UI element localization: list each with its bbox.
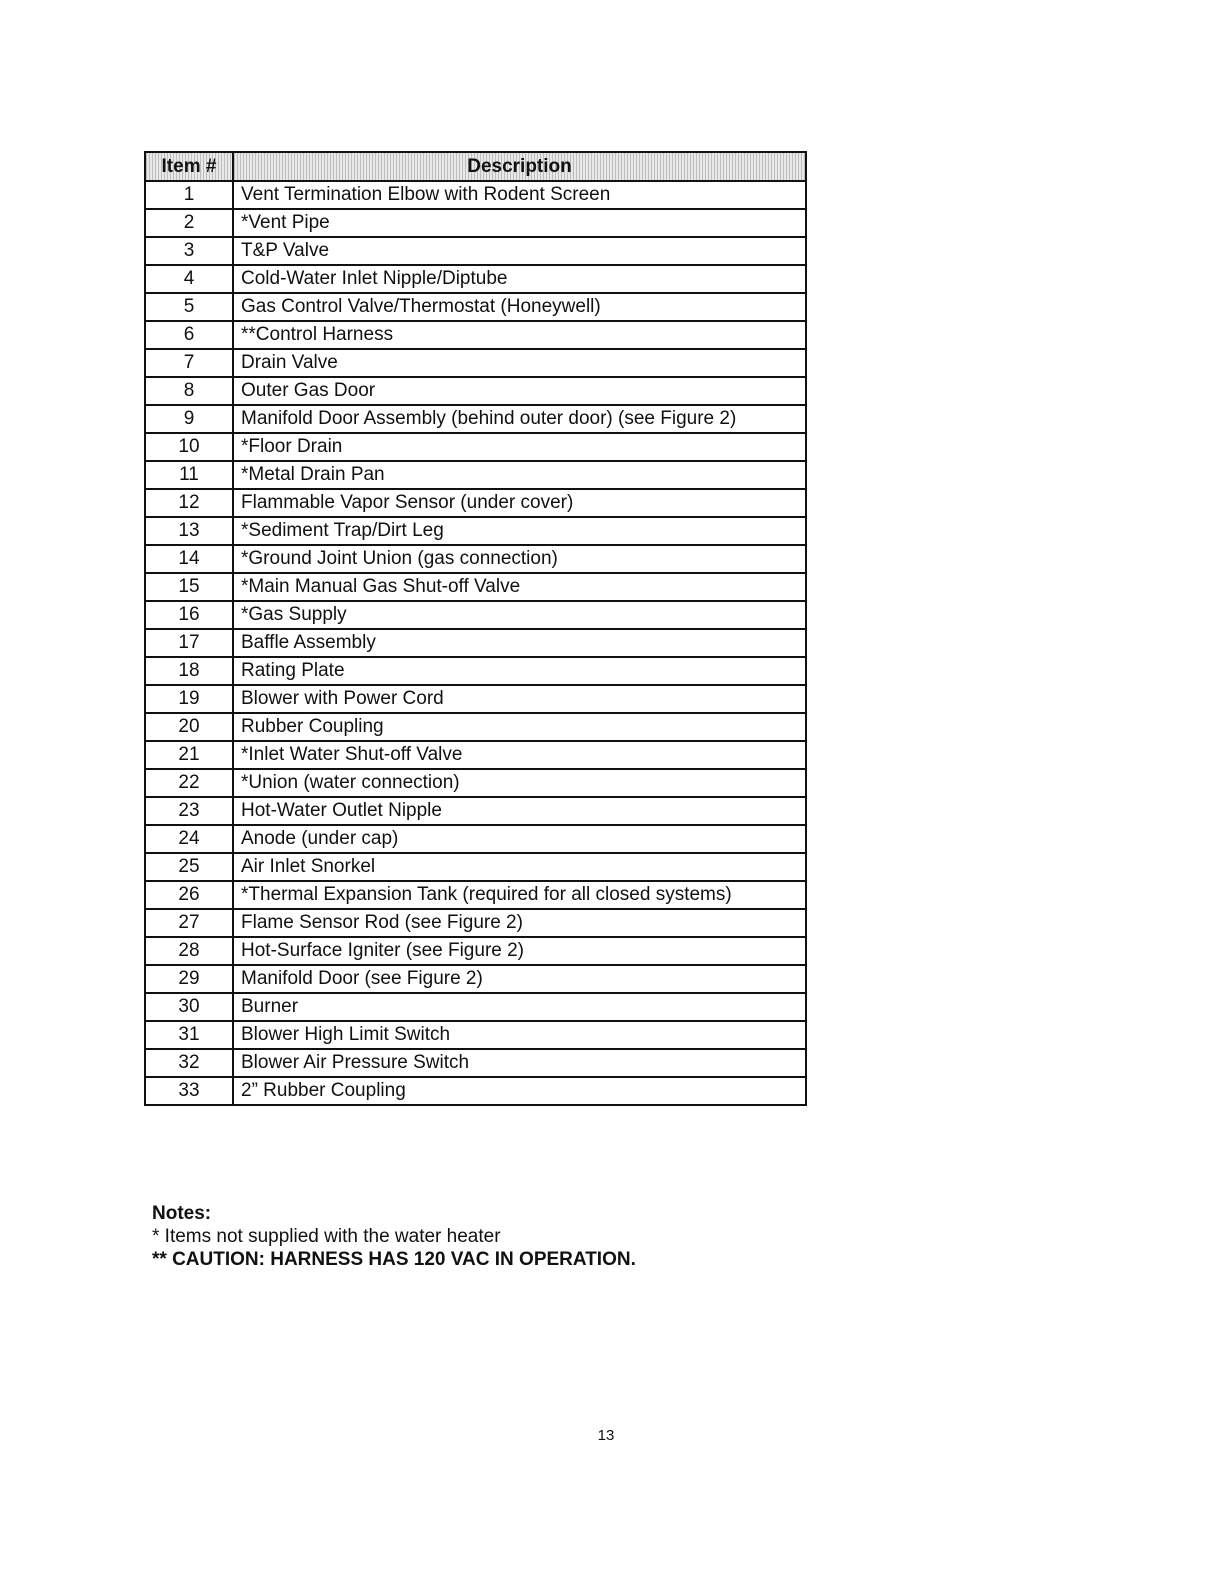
item-number: 11 <box>145 461 233 489</box>
table-row <box>145 265 806 293</box>
table-row <box>145 769 806 797</box>
table-row <box>145 937 806 965</box>
item-description: 2” Rubber Coupling <box>233 1077 806 1105</box>
item-number: 24 <box>145 825 233 853</box>
item-number: 2 <box>145 209 233 237</box>
item-description: *Vent Pipe <box>233 209 806 237</box>
table-row <box>145 1021 806 1049</box>
item-number: 12 <box>145 489 233 517</box>
table-row <box>145 1049 806 1077</box>
item-description: T&P Valve <box>233 237 806 265</box>
table-row <box>145 797 806 825</box>
item-number: 18 <box>145 657 233 685</box>
table-row <box>145 321 806 349</box>
note-not-supplied: * Items not supplied with the water heater <box>152 1226 501 1247</box>
item-description: *Inlet Water Shut-off Valve <box>233 741 806 769</box>
item-description: *Sediment Trap/Dirt Leg <box>233 517 806 545</box>
item-number: 26 <box>145 881 233 909</box>
item-number: 23 <box>145 797 233 825</box>
item-number: 25 <box>145 853 233 881</box>
table-row <box>145 237 806 265</box>
item-number: 7 <box>145 349 233 377</box>
table-row <box>145 405 806 433</box>
item-description: Manifold Door Assembly (behind outer door) (see Figure 2) <box>233 405 806 433</box>
item-description: Cold-Water Inlet Nipple/Diptube <box>233 265 806 293</box>
table-row <box>145 965 806 993</box>
item-description: *Metal Drain Pan <box>233 461 806 489</box>
item-number: 32 <box>145 1049 233 1077</box>
item-description: *Ground Joint Union (gas connection) <box>233 545 806 573</box>
item-number: 17 <box>145 629 233 657</box>
item-number: 6 <box>145 321 233 349</box>
table-row <box>145 881 806 909</box>
table-row <box>145 209 806 237</box>
item-description: Blower High Limit Switch <box>233 1021 806 1049</box>
item-number: 8 <box>145 377 233 405</box>
item-number: 10 <box>145 433 233 461</box>
table-header-row <box>145 152 806 181</box>
item-description: **Control Harness <box>233 321 806 349</box>
item-number: 4 <box>145 265 233 293</box>
caution-note: ** CAUTION: HARNESS HAS 120 VAC IN OPERATION. <box>152 1249 636 1270</box>
column-header-description: Description <box>233 152 806 181</box>
table-row <box>145 825 806 853</box>
item-number: 9 <box>145 405 233 433</box>
item-number: 28 <box>145 937 233 965</box>
item-description: Burner <box>233 993 806 1021</box>
table-row <box>145 517 806 545</box>
table-row <box>145 657 806 685</box>
table-row <box>145 1077 806 1105</box>
item-description: Anode (under cap) <box>233 825 806 853</box>
item-description: Baffle Assembly <box>233 629 806 657</box>
table-row <box>145 741 806 769</box>
table-row <box>145 545 806 573</box>
parts-table <box>144 151 807 1106</box>
table-row <box>145 181 806 209</box>
table-row <box>145 685 806 713</box>
item-description: Gas Control Valve/Thermostat (Honeywell) <box>233 293 806 321</box>
item-description: Blower Air Pressure Switch <box>233 1049 806 1077</box>
table-row <box>145 713 806 741</box>
item-number: 1 <box>145 181 233 209</box>
item-number: 13 <box>145 517 233 545</box>
item-number: 20 <box>145 713 233 741</box>
table-row <box>145 349 806 377</box>
item-description: Manifold Door (see Figure 2) <box>233 965 806 993</box>
notes-section <box>152 1202 636 1271</box>
page-number: 13 <box>597 1427 615 1444</box>
item-number: 22 <box>145 769 233 797</box>
table-row <box>145 433 806 461</box>
table-row <box>145 993 806 1021</box>
parts-table-body <box>145 181 806 1105</box>
table-row <box>145 629 806 657</box>
item-number: 15 <box>145 573 233 601</box>
item-number: 30 <box>145 993 233 1021</box>
item-number: 16 <box>145 601 233 629</box>
item-number: 29 <box>145 965 233 993</box>
item-description: Rubber Coupling <box>233 713 806 741</box>
item-description: *Main Manual Gas Shut-off Valve <box>233 573 806 601</box>
item-description: *Gas Supply <box>233 601 806 629</box>
item-number: 21 <box>145 741 233 769</box>
item-description: Flammable Vapor Sensor (under cover) <box>233 489 806 517</box>
item-description: Flame Sensor Rod (see Figure 2) <box>233 909 806 937</box>
table-row <box>145 377 806 405</box>
table-row <box>145 601 806 629</box>
item-number: 19 <box>145 685 233 713</box>
table-row <box>145 489 806 517</box>
item-description: *Floor Drain <box>233 433 806 461</box>
item-description: *Union (water connection) <box>233 769 806 797</box>
item-number: 14 <box>145 545 233 573</box>
item-number: 5 <box>145 293 233 321</box>
item-description: Rating Plate <box>233 657 806 685</box>
item-description: Drain Valve <box>233 349 806 377</box>
notes-heading: Notes: <box>152 1203 212 1224</box>
item-number: 33 <box>145 1077 233 1105</box>
item-description: Air Inlet Snorkel <box>233 853 806 881</box>
item-description: Outer Gas Door <box>233 377 806 405</box>
item-description: Blower with Power Cord <box>233 685 806 713</box>
item-number: 31 <box>145 1021 233 1049</box>
column-header-item: Item # <box>145 152 233 181</box>
item-description: Hot-Water Outlet Nipple <box>233 797 806 825</box>
table-row <box>145 461 806 489</box>
table-row <box>145 909 806 937</box>
item-number: 27 <box>145 909 233 937</box>
item-description: *Thermal Expansion Tank (required for all closed systems) <box>233 881 806 909</box>
table-row <box>145 293 806 321</box>
table-row <box>145 853 806 881</box>
table-row <box>145 573 806 601</box>
item-description: Hot-Surface Igniter (see Figure 2) <box>233 937 806 965</box>
item-number: 3 <box>145 237 233 265</box>
item-description: Vent Termination Elbow with Rodent Screen <box>233 181 806 209</box>
